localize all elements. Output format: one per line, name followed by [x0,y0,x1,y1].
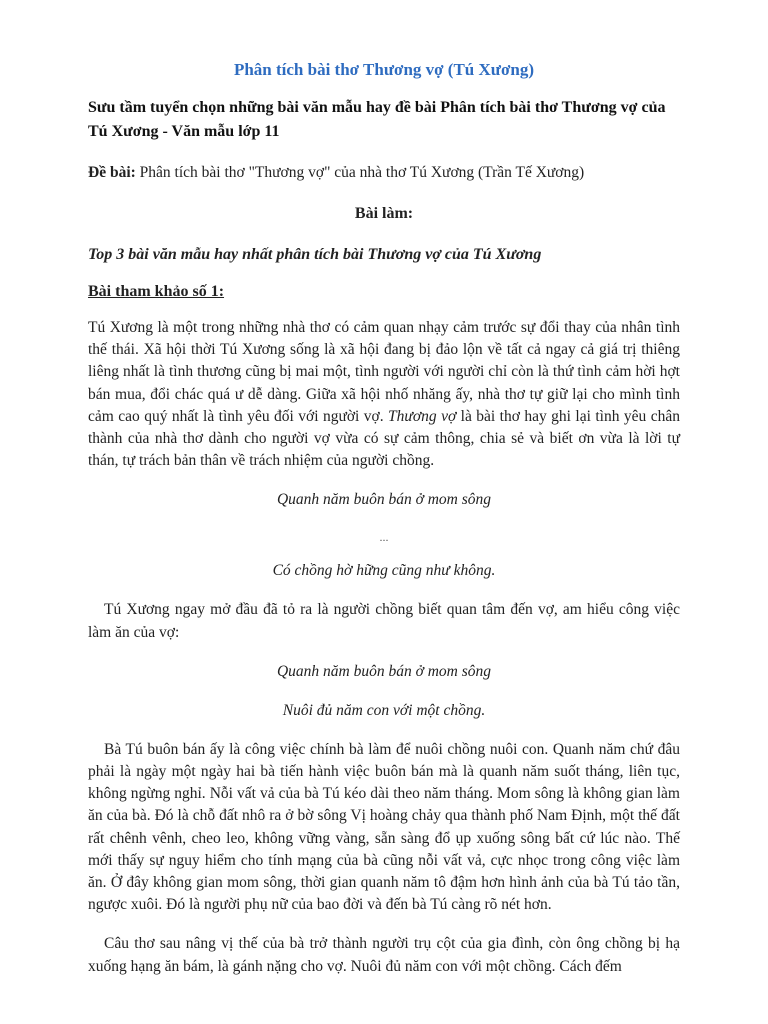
paragraph-1-part-a: Tú Xương là một trong những nhà thơ có cảm quan nhạy cảm trước sự đổi thay của nhân tình thế thái. Xã hội thời Tú Xương sống là xã hội đang bị đảo lộn về tất cả ngay cả giá trị thiêng liêng nhất là tình thương cũng bị mai một, tình người với người chỉ còn là thứ tình cảm hời hợt bán mua, đổi chác quá ư dễ dàng. Giữa xã hội nhố nhăng ấy, nhà thơ tự giữ lại cho mình tình cảm cao quý nhất là tình yêu đối với người vợ. [88,319,680,425]
bai-lam-heading: Bài làm: [354,205,414,222]
paragraph-1 [88,317,680,472]
subtitle: Sưu tầm tuyển chọn những bài văn mẫu hay đề bài Phân tích bài thơ Thương vợ của Tú Xương - Văn mẫu lớp 11 [88,99,666,140]
paragraph-4: Câu thơ sau nâng vị thế của bà trở thành người trụ cột của gia đình, còn ông chồng bị hạ xuống hạng ăn bám, là gánh nặng cho vợ. Nuôi đủ năm con với một chồng. Cách đếm [88,935,680,975]
paragraph-3: Bà Tú buôn bán ấy là công việc chính bà làm để nuôi chồng nuôi con. Quanh năm chứ đâu phải là ngày một ngày hai bà tiến hành việc buôn bán mà là quanh năm suốt tháng, liên tục, không ngừng nghỉ. Nỗi vất vả của bà Tú kéo dài theo năm tháng. Mom sông là không gian làm ăn của bà. Đó là chỗ đất nhô ra ở bờ sông Vị hoàng chảy qua thành phố Nam Định, một thế đất rất chênh vênh, cheo leo, không vững vàng, sẵn sàng đổ ụp xuống sông bất cứ lúc nào. Thế mới thấy sự nguy hiểm cho tính mạng của bà cũng nỗi vất vả, cực nhọc trong công việc làm ăn. Ở đây không gian mom sông, thời gian quanh năm tô đậm hơn hình ảnh của bà Tú tảo tần, ngược xuôi. Đó là người phụ nữ của bao đời và đến bà Tú càng rõ nét hơn. [88,740,680,914]
assignment [88,161,680,185]
reference-heading: Bài tham khảo số 1: [88,283,225,300]
poem-title-italic: Thương vợ [388,407,457,425]
paragraph-1-part-b: là bài thơ hay ghi lại tình yêu chân thành của nhà thơ dành cho người vợ vừa có sự cảm thông, chia sẻ và biết ơn vừa là lời tự thán, tự trách bản thân về trách nhiệm của người chồng. [88,407,680,470]
assignment-label: Đề bài: [88,164,136,181]
paragraph-2: Tú Xương ngay mở đầu đã tỏ ra là người chồng biết quan tâm đến vợ, am hiểu công việc làm ăn của vợ: [88,601,680,641]
verse-line-4: Nuôi đủ năm con với một chồng. [282,701,486,719]
verse-line-3: Quanh năm buôn bán ở mom sông [276,662,492,680]
page-title: Phân tích bài thơ Thương vợ (Tú Xương) [233,60,535,79]
top3-heading: Top 3 bài văn mẫu hay nhất phân tích bài Thương vợ của Tú Xương [88,246,542,263]
verse-line-2: Có chồng hờ hững cũng như không. [272,562,496,580]
verse-ellipsis: ... [379,530,389,545]
assignment-text: Phân tích bài thơ "Thương vợ" của nhà thơ Tú Xương (Trần Tế Xương) [135,164,585,181]
verse-line-1: Quanh năm buôn bán ở mom sông [276,491,492,509]
document-page [88,58,680,995]
